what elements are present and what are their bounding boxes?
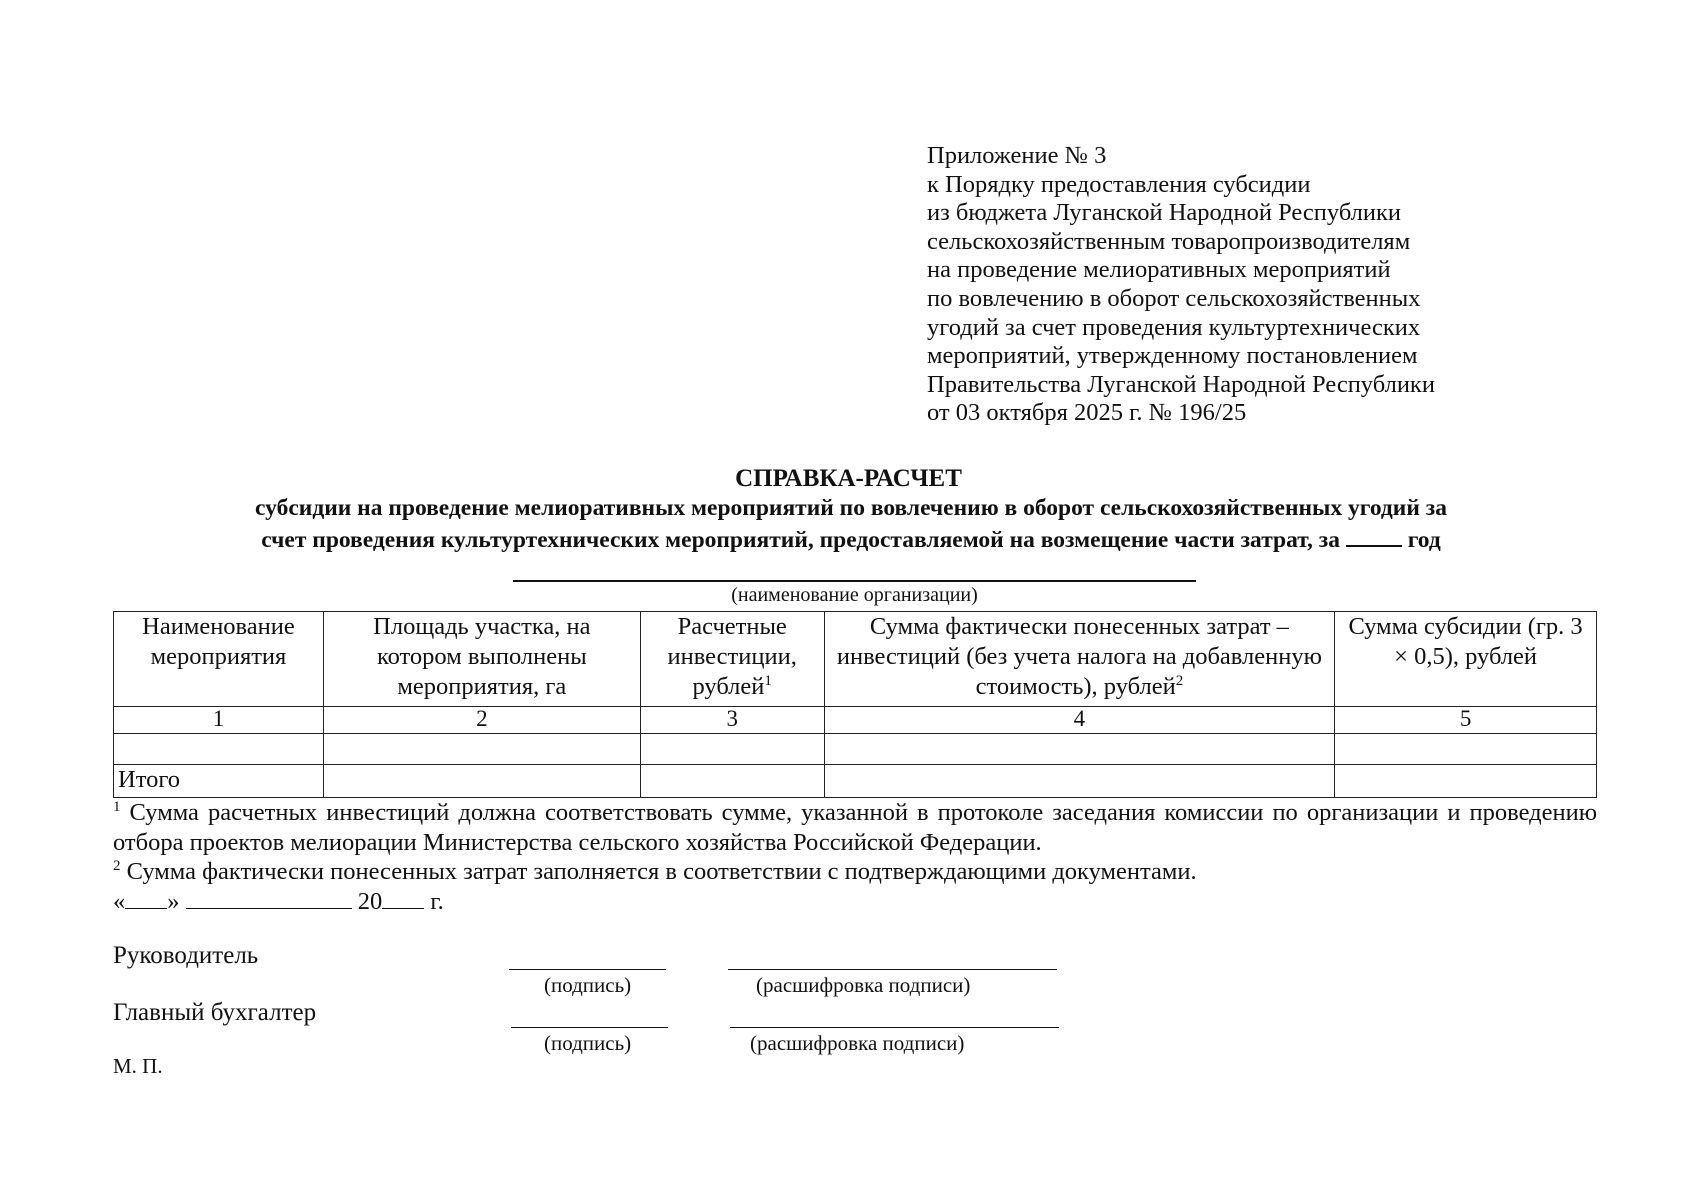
year-blank-field[interactable] [1346,523,1402,547]
column-number: 2 [323,707,640,734]
header-cell-area: Площадь участка, на котором выполнены мероприятия, га [323,612,640,707]
subtitle-line-1: субсидии на проведение мелиоративных мероприятий по вовлечению в оборот сельскохозяйственных угодий за [255,495,1447,521]
table-cell[interactable] [323,734,640,765]
accountant-name-field[interactable] [730,1027,1059,1028]
appendix-line: из бюджета Луганской Народной Республики [927,199,1402,227]
director-signature-field[interactable] [509,969,666,970]
accountant-signature-field[interactable] [511,1027,668,1028]
total-label: Итого [114,765,324,798]
footnote-2: $^2$ Сумма фактически понесенных затрат заполняется в соответствии с подтверждающими документами. [113,858,1197,885]
document-title: СПРАВКА-РАСЧЕТ [735,465,962,492]
appendix-line: мероприятий, утвержденному постановлением [927,342,1418,370]
calculation-table [113,611,1597,798]
director-label: Руководитель [113,942,259,969]
appendix-line: по вовлечению в оборот сельскохозяйственных [927,284,1421,312]
signature-caption: (подпись) [544,1031,632,1055]
table-cell[interactable] [824,765,1335,798]
table-cell[interactable] [640,734,824,765]
column-number: 1 [114,707,324,734]
appendix-line: к Порядку предоставления субсидии [927,170,1311,198]
appendix-line: на проведение мелиоративных мероприятий [927,256,1391,284]
appendix-line: Правительства Луганской Народной Республики [927,370,1435,398]
year-field[interactable] [382,888,424,909]
day-field[interactable] [125,888,167,909]
appendix-line: угодий за счет проведения культуртехнических [927,313,1421,341]
decode-caption: (расшифровка подписи) [756,973,971,997]
column-number: 5 [1335,707,1597,734]
header-cell-subsidy: Сумма субсидии (гр. 3 × 0,5), рублей [1335,612,1597,707]
column-number: 4 [824,707,1335,734]
organization-caption: (наименование организации) [731,584,978,606]
appendix-line: сельскохозяйственным товаропроизводителям [927,227,1411,255]
table-cell[interactable] [114,734,324,765]
signature-caption: (подпись) [544,973,632,997]
table-cell[interactable] [1335,765,1597,798]
document-subtitle [110,493,1592,555]
total-row [114,765,1597,798]
column-number: 3 [640,707,824,734]
organization-name-field[interactable] [513,580,1196,582]
table-cell[interactable] [1335,734,1597,765]
table-cell[interactable] [824,734,1335,765]
table-cell[interactable] [640,765,824,798]
date-line: « » 20 г. [113,888,444,915]
table-row [114,734,1597,765]
decode-caption: (расшифровка подписи) [750,1031,965,1055]
appendix-line: от 03 октября 2025 г. № 196/25 [927,399,1247,427]
footnote-1: $^1$ Сумма расчетных инвестиций должна соответствовать сумме, указанной в протоколе заседания комиссии по организации и проведению отбора проектов мелиорации Министерства сельского хозяйства Российской Федерации. [113,799,1598,856]
month-field[interactable] [186,888,352,909]
appendix-line: Приложение № 3 [927,142,1107,169]
accountant-label: Главный бухгалтер [113,999,317,1026]
table-header-row [114,612,1597,707]
director-name-field[interactable] [728,969,1057,970]
header-cell-investments: Расчетные инвестиции, рублей$^1$ [640,612,824,707]
appendix-block [927,142,1435,428]
table-cell[interactable] [323,765,640,798]
column-number-row [114,707,1597,734]
subtitle-line-2 [110,523,1592,555]
subtitle-line-2-text: счет проведения культуртехнических мероприятий, предоставляемой на возмещение части затрат, за [261,527,1340,553]
stamp-label: М. П. [113,1054,163,1078]
header-cell-name: Наименование мероприятия [114,612,324,707]
header-cell-actual-costs: Сумма фактически понесенных затрат – инвестиций (без учета налога на добавленную стоимость), рублей$^2$ [824,612,1335,707]
subtitle-year-word: год [1407,527,1441,553]
footnotes [113,798,1597,887]
